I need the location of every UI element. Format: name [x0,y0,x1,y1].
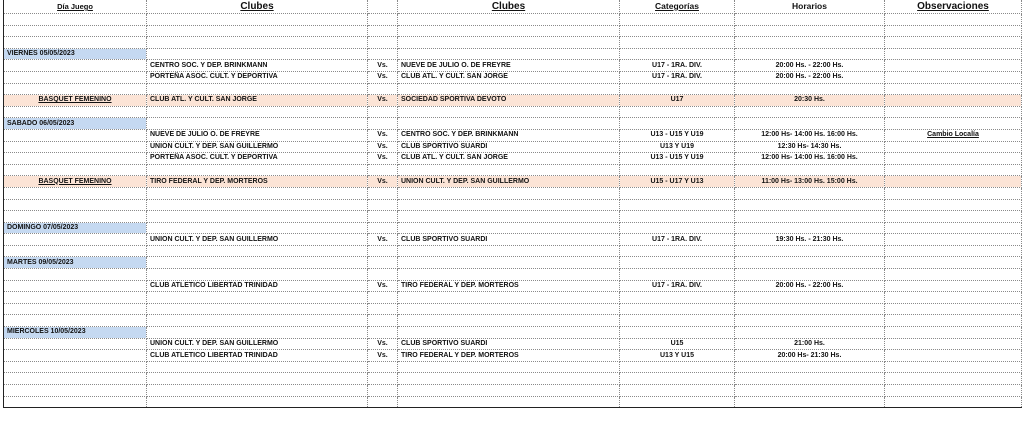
visitante-club: SOCIEDAD SPORTIVA DEVOTO [398,95,620,107]
vs-label: Vs. [368,141,398,153]
header-clubes-visitante: Clubes [398,0,620,14]
blank-row [4,199,1022,211]
visitante-club: TIRO FEDERAL Y DEP. MORTEROS [398,280,620,292]
local-club: UNION CULT. Y DEP. SAN GUILLERMO [147,141,368,153]
visitante-club: CLUB SPORTIVO SUARDI [398,234,620,246]
local-club: PORTEÑA ASOC. CULT. Y DEPORTIVA [147,153,368,165]
blank-row [4,164,1022,176]
visitante-club: UNION CULT. Y DEP. SAN GUILLERMO [398,176,620,188]
categoria: U17 - 1RA. DIV. [620,280,735,292]
femenino-label: BASQUET FEMENINO [4,176,147,188]
visitante-club: TIRO FEDERAL Y DEP. MORTEROS [398,350,620,362]
local-club: CLUB ATLETICO LIBERTAD TRINIDAD [147,280,368,292]
header-clubes-local: Clubes [147,0,368,14]
day-label: MIERCOLES 10/05/2023 [4,327,147,339]
table-row [4,153,1022,165]
local-club: CLUB ATLETICO LIBERTAD TRINIDAD [147,350,368,362]
table-row [4,234,1022,246]
local-club: PORTEÑA ASOC. CULT. Y DEPORTIVA [147,71,368,83]
femenino-row [4,176,1022,188]
categoria: U15 [620,338,735,350]
blank-row [4,25,1022,37]
blank-row [4,83,1022,95]
horario: 11:00 Hs- 13:00 Hs. 15:00 Hs. [735,176,885,188]
local-club: CENTRO SOC. Y DEP. BRINKMANN [147,60,368,72]
blank-row [4,385,1022,397]
blank-row [4,106,1022,118]
blank-row [4,292,1022,304]
blank-row [4,187,1022,199]
horario: 20:00 Hs- 21:30 Hs. [735,350,885,362]
table-row [4,338,1022,350]
blank-row [4,373,1022,385]
vs-label: Vs. [368,95,398,107]
header-dia-juego: Día Juego [4,0,147,14]
categoria: U13 Y U19 [620,141,735,153]
table-row [4,350,1022,362]
blank-row [4,396,1022,408]
vs-label: Vs. [368,280,398,292]
blank-row [4,245,1022,257]
table-row [4,141,1022,153]
table-row [4,280,1022,292]
horario: 12:30 Hs- 14:30 Hs. [735,141,885,153]
header-row [4,0,1022,14]
vs-label: Vs. [368,60,398,72]
vs-label: Vs. [368,71,398,83]
day-row-sabado [4,118,1022,130]
horario: 20:00 Hs. - 22:00 Hs. [735,60,885,72]
day-label: MARTES 09/05/2023 [4,257,147,269]
categoria: U13 Y U15 [620,350,735,362]
header-observaciones: Observaciones [885,0,1022,14]
day-row-viernes [4,48,1022,60]
header-vs-spacer [368,0,398,14]
day-row-domingo [4,222,1022,234]
day-label: SABADO 06/05/2023 [4,118,147,130]
blank-row [4,361,1022,373]
horario: 20:30 Hs. [735,95,885,107]
local-club: CLUB ATL. Y CULT. SAN JORGE [147,95,368,107]
categoria: U13 - U15 Y U19 [620,153,735,165]
vs-label: Vs. [368,338,398,350]
local-club: UNION CULT. Y DEP. SAN GUILLERMO [147,234,368,246]
visitante-club: CLUB ATL. Y CULT. SAN JORGE [398,71,620,83]
blank-row [4,269,1022,281]
visitante-club: CLUB ATL. Y CULT. SAN JORGE [398,153,620,165]
header-horarios: Horarios [735,0,885,14]
local-club: UNION CULT. Y DEP. SAN GUILLERMO [147,338,368,350]
local-club: TIRO FEDERAL Y DEP. MORTEROS [147,176,368,188]
table-row [4,60,1022,72]
femenino-label: BASQUET FEMENINO [4,95,147,107]
categoria: U17 - 1RA. DIV. [620,71,735,83]
vs-label: Vs. [368,176,398,188]
vs-label: Vs. [368,350,398,362]
visitante-club: CENTRO SOC. Y DEP. BRINKMANN [398,129,620,141]
horario: 20:00 Hs. - 22:00 Hs. [735,280,885,292]
femenino-row [4,95,1022,107]
day-row-martes [4,257,1022,269]
day-row-miercoles [4,327,1022,339]
horario: 20:00 Hs. - 22:00 Hs. [735,71,885,83]
fixture-table [3,0,1022,408]
horario: 12:00 Hs- 14:00 Hs. 16:00 Hs. [735,129,885,141]
blank-row [4,315,1022,327]
categoria: U17 - 1RA. DIV. [620,234,735,246]
table-row [4,129,1022,141]
day-label: VIERNES 05/05/2023 [4,48,147,60]
observacion-cambio-localia: Cambio Localía [885,129,1022,141]
header-categorias: Categorías [620,0,735,14]
local-club: NUEVE DE JULIO O. DE FREYRE [147,129,368,141]
vs-label: Vs. [368,129,398,141]
blank-row [4,37,1022,49]
horario: 19:30 Hs. - 21:30 Hs. [735,234,885,246]
day-label: DOMINGO 07/05/2023 [4,222,147,234]
categoria: U13 - U15 Y U19 [620,129,735,141]
horario: 12:00 Hs- 14:00 Hs. 16:00 Hs. [735,153,885,165]
blank-row [4,211,1022,223]
visitante-club: CLUB SPORTIVO SUARDI [398,338,620,350]
categoria: U17 [620,95,735,107]
blank-row [4,14,1022,26]
vs-label: Vs. [368,234,398,246]
categoria: U17 - 1RA. DIV. [620,60,735,72]
table-row [4,71,1022,83]
visitante-club: CLUB SPORTIVO SUARDI [398,141,620,153]
blank-row [4,303,1022,315]
visitante-club: NUEVE DE JULIO O. DE FREYRE [398,60,620,72]
horario: 21:00 Hs. [735,338,885,350]
vs-label: Vs. [368,153,398,165]
categoria: U15 - U17 Y U13 [620,176,735,188]
